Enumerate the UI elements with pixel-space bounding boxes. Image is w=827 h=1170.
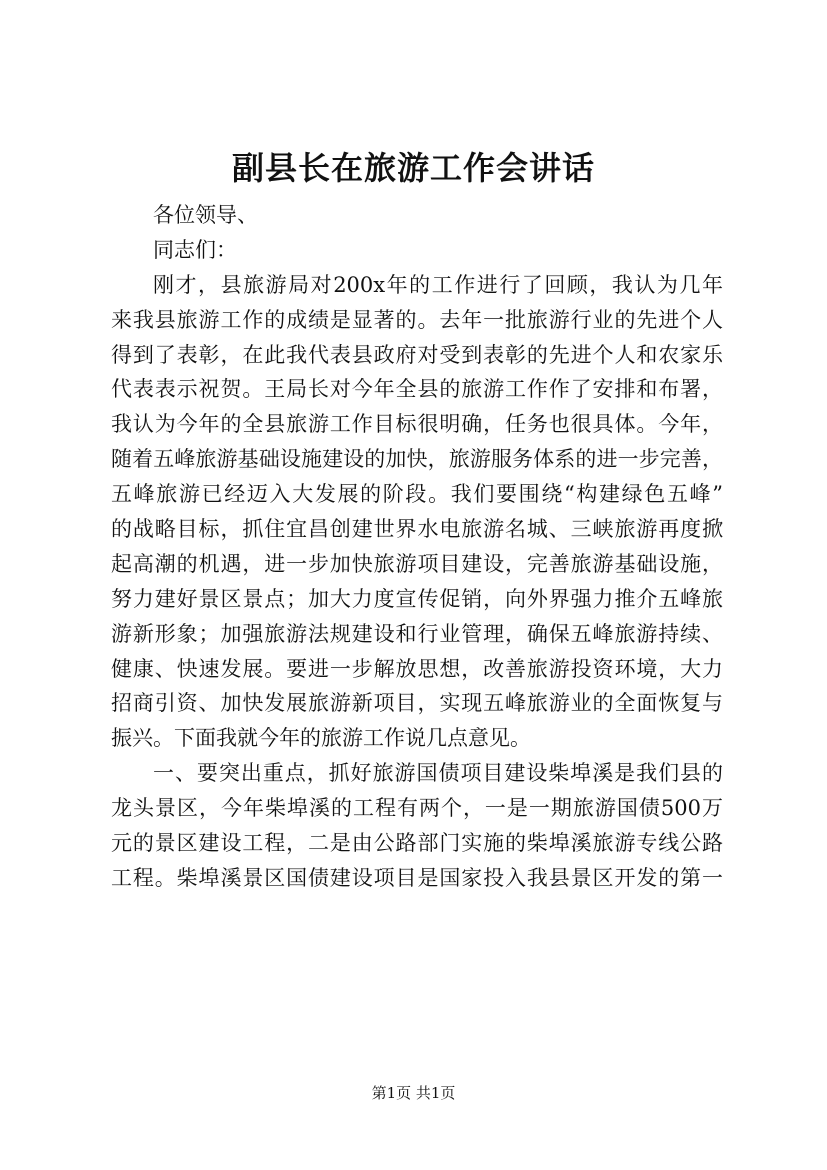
body-line: 振兴。下面我就今年的旅游工作说几点意见。 (111, 726, 531, 751)
body-line: 起高潮的机遇，进一步加快旅游项目建设，完善旅游基础设施， (111, 551, 723, 576)
body-line: 代表表示祝贺。王局长对今年全县的旅游工作作了安排和布署， (111, 377, 723, 402)
body-line: 同志们： (153, 237, 237, 262)
body-line: 随着五峰旅游基础设施建设的加快，旅游服务体系的进一步完善， (111, 447, 723, 472)
body-line: 我认为今年的全县旅游工作目标很明确，任务也很具体。今年， (111, 412, 723, 437)
page-footer: 第1页 共1页 (371, 1084, 456, 1102)
body-line: 龙头景区，今年柴埠溪的工程有两个，一是一期旅游国债500万 (111, 796, 723, 821)
body-line: 得到了表彰，在此我代表县政府对受到表彰的先进个人和农家乐 (111, 342, 723, 367)
body-line: 各位领导、 (153, 203, 258, 227)
body-line: 来我县旅游工作的成绩是显著的。去年一批旅游行业的先进个人 (111, 307, 723, 332)
body-line: 元的景区建设工程，二是由公路部门实施的柴埠溪旅游专线公路 (111, 831, 723, 856)
body-line: 健康、快速发展。要进一步解放思想，改善旅游投资环境，大力 (111, 656, 723, 681)
body-line: 工程。柴埠溪景区国债建设项目是国家投入我县景区开发的第一 (111, 865, 723, 890)
body-line: 的战略目标，抓住宜昌创建世界水电旅游名城、三峡旅游再度掀 (111, 517, 723, 542)
body-line: 努力建好景区景点；加大力度宣传促销，向外界强力推介五峰旅 (111, 586, 723, 611)
document-body (111, 198, 723, 896)
body-line: 刚才，县旅游局对200x年的工作进行了回顾，我认为几年 (153, 272, 723, 297)
body-line: 一、要突出重点，抓好旅游国债项目建设柴埠溪是我们县的 (153, 761, 723, 786)
body-line: 招商引资、加快发展旅游新项目，实现五峰旅游业的全面恢复与 (111, 691, 723, 716)
body-line: 五峰旅游已经迈入大发展的阶段。我们要围绕“构建绿色五峰” (111, 482, 723, 507)
document-title: 副县长在旅游工作会讲话 (231, 149, 595, 187)
body-line: 游新形象；加强旅游法规建设和行业管理，确保五峰旅游持续、 (111, 621, 723, 646)
